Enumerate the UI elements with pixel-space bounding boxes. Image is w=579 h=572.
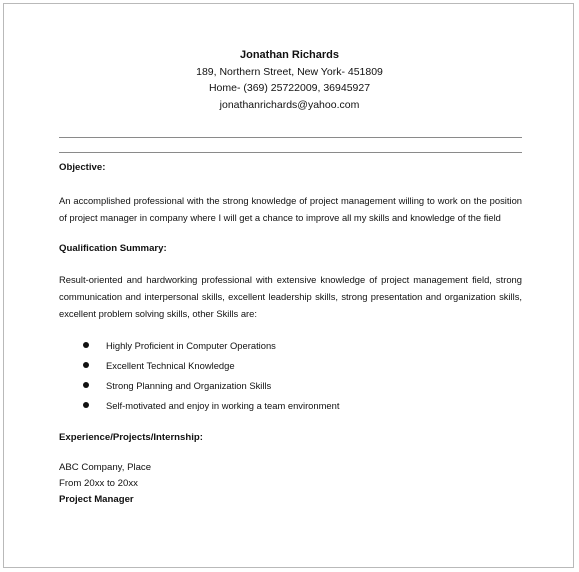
skill-item xyxy=(59,396,522,416)
qualification-text: Result-oriented and hardworking professional with extensive knowledge of project management field, strong communication and interpersonal skills, excellent leadership skills, strong presentation and organization skills, excellent problem solving skills, other Skills are: xyxy=(59,274,522,319)
phone-line: Home- (369) 25722009, 36945927 xyxy=(208,82,371,94)
resume-body xyxy=(59,161,522,508)
bullet-icon xyxy=(83,362,89,368)
skills-list xyxy=(59,336,522,416)
experience-heading: Experience/Projects/Internship: xyxy=(59,432,203,443)
bullet-icon xyxy=(83,342,89,348)
skill-label: Strong Planning and Organization Skills xyxy=(106,380,272,391)
skill-item xyxy=(59,356,522,376)
contact-header xyxy=(0,47,579,113)
qualification-heading: Qualification Summary: xyxy=(59,243,167,254)
skill-label: Highly Proficient in Computer Operations xyxy=(106,340,276,351)
skill-label: Self-motivated and enjoy in working a team environment xyxy=(106,400,340,411)
bullet-icon xyxy=(83,402,89,408)
skill-item xyxy=(59,336,522,356)
header-divider-top xyxy=(59,137,522,138)
skill-label: Excellent Technical Knowledge xyxy=(106,360,235,371)
email-line: jonathanrichards@yahoo.com xyxy=(219,98,360,111)
company-line: ABC Company, Place xyxy=(59,462,152,473)
experience-entry xyxy=(59,460,522,508)
candidate-name: Jonathan Richards xyxy=(239,49,340,61)
role-line: Project Manager xyxy=(59,494,134,505)
skill-item xyxy=(59,376,522,396)
objective-text: An accomplished professional with the strong knowledge of project management willing to work on the position of project manager in company where I will get a chance to improve all my skills and knowledge of the field xyxy=(59,195,522,223)
header-divider-bottom xyxy=(59,152,522,153)
objective-heading: Objective: xyxy=(59,162,106,173)
period-line: From 20xx to 20xx xyxy=(59,478,138,489)
bullet-icon xyxy=(83,382,89,388)
address-line: 189, Northern Street, New York- 451809 xyxy=(196,65,383,78)
